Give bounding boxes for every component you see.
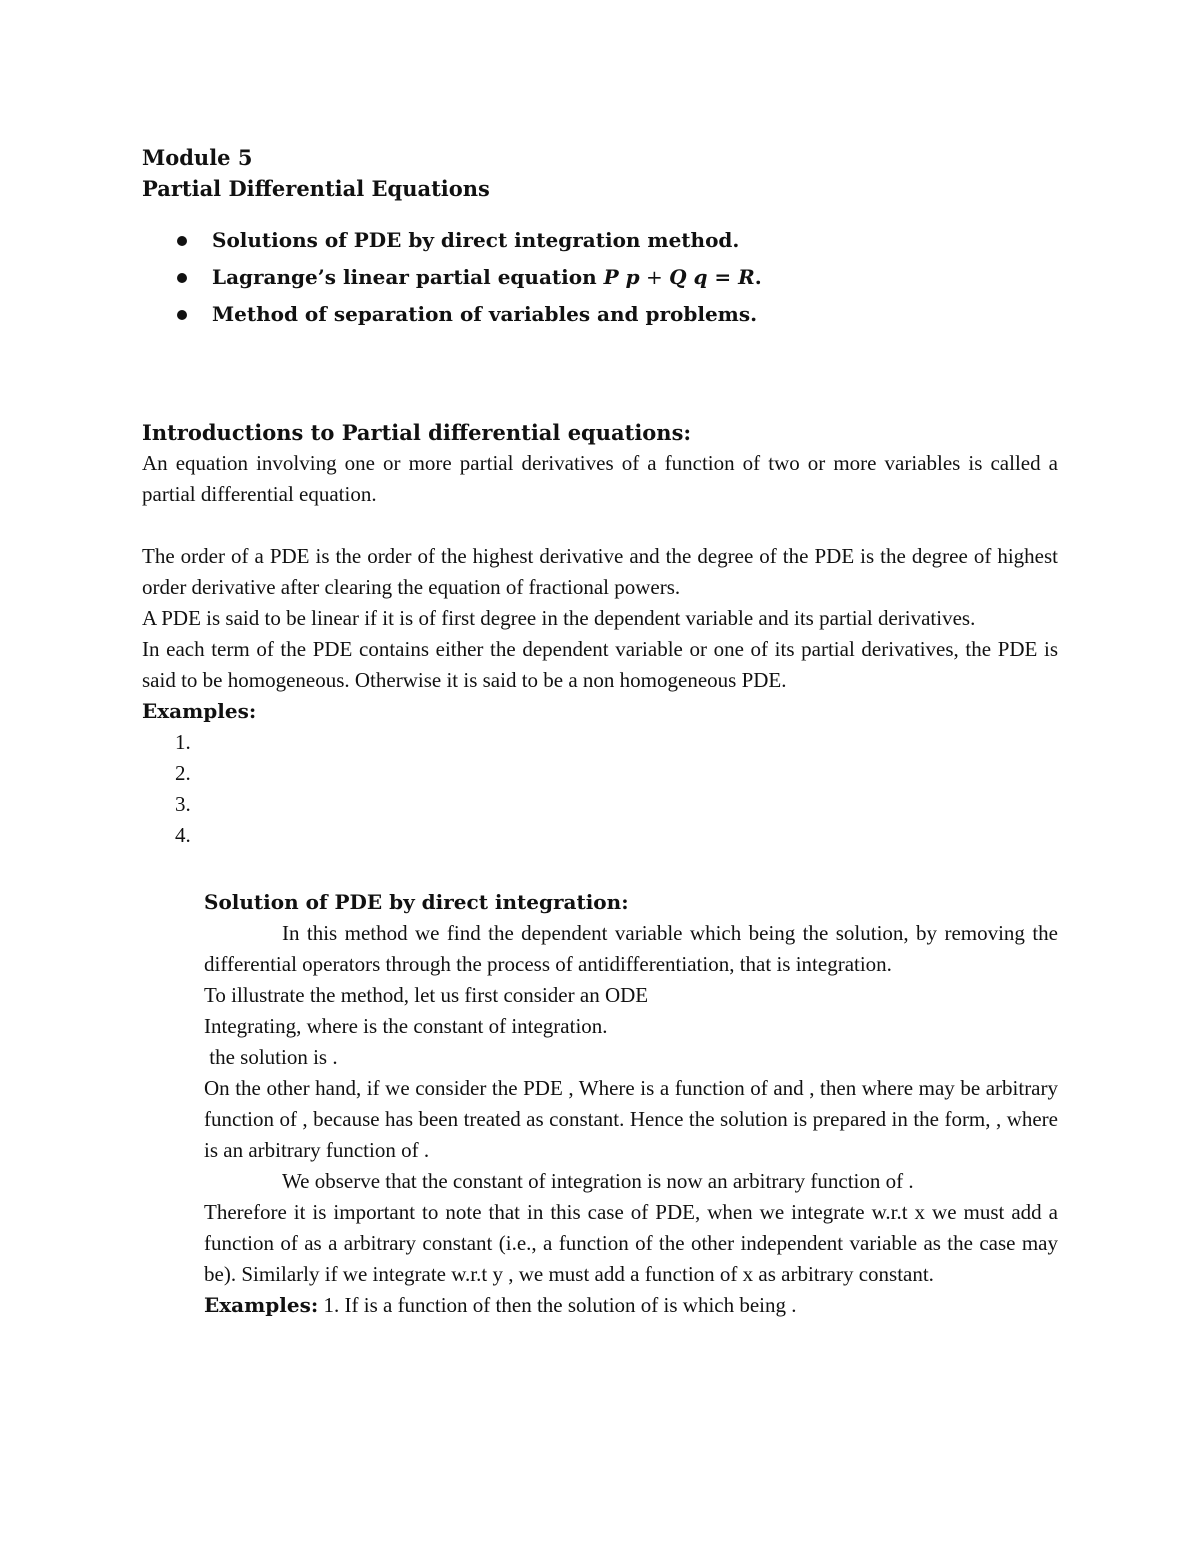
topic-item <box>142 259 1058 296</box>
method-paragraph: In this method we find the dependent variable which being the solution, by removing the differential operators through the process of antidifferentiation, that is integration. <box>204 921 1058 976</box>
examples-heading: Examples: <box>142 699 257 723</box>
symbol-plus: + <box>639 265 670 289</box>
symbol-Q: Q <box>669 265 687 289</box>
topic-text-start: Lagrange’s linear partial equation <box>212 265 604 289</box>
examples-list <box>142 727 1058 851</box>
topic-list <box>142 222 1058 333</box>
illustrate-paragraph: To illustrate the method, let us first consider an ODE <box>204 983 649 1007</box>
topic-item <box>142 222 1058 259</box>
module-title: Module 5 <box>142 145 253 170</box>
example-item: 3. <box>175 792 191 816</box>
order-degree-paragraph: The order of a PDE is the order of the highest derivative and the degree of the PDE is the degree of highest order derivative after clearing the equation of fractional powers. <box>142 544 1058 599</box>
intro-paragraph: An equation involving one or more partial derivatives of a function of two or more variables is called a partial differential equation. <box>142 451 1058 506</box>
example-item: 1. <box>175 730 191 754</box>
examples-text: 1. If is a function of then the solution of is which being . <box>318 1293 797 1317</box>
intro-heading: Introductions to Partial differential equations: <box>142 420 692 445</box>
topic-text: Solutions of PDE by direct integration method. <box>212 228 740 252</box>
topic-text: Method of separation of variables and problems. <box>212 302 758 326</box>
pde-paragraph: On the other hand, if we consider the PDE , Where is a function of and , then where may be arbitrary function of , because has been treated as constant. Hence the solution is prepared in the form, , where is an arbitrary function of . <box>204 1076 1058 1162</box>
bullet-icon <box>177 310 187 320</box>
solution-paragraph: the solution is . <box>204 1045 338 1069</box>
example-item: 2. <box>175 761 191 785</box>
linear-paragraph: A PDE is said to be linear if it is of first degree in the dependent variable and its partial derivatives. <box>142 606 976 630</box>
symbol-R: R <box>738 265 755 289</box>
example-item: 4. <box>175 823 191 847</box>
topic-item <box>142 296 1058 333</box>
homogeneous-paragraph: In each term of the PDE contains either the dependent variable or one of its partial derivatives, the PDE is said to be homogeneous. Otherwise it is said to be a non homogeneous PDE. <box>142 637 1058 692</box>
document-page <box>142 142 1058 1321</box>
spacer <box>142 510 1058 541</box>
symbol-equals: = <box>707 265 739 289</box>
examples-label: Examples: <box>204 1293 319 1317</box>
symbol-P: P <box>603 265 619 289</box>
symbol-p: p <box>625 265 640 289</box>
bullet-icon <box>177 236 187 246</box>
integrating-paragraph: Integrating, where is the constant of integration. <box>204 1014 608 1038</box>
note-paragraph: Therefore it is important to note that in this case of PDE, when we integrate w.r.t x we must add a function of as a arbitrary constant (i.e., a function of the other independent variable as the case may be). Similarly if we integrate w.r.t y , we must add a function of x as arbitrary constant. <box>204 1200 1058 1286</box>
topic-end: . <box>754 265 762 289</box>
module-subtitle: Partial Differential Equations <box>142 176 490 201</box>
observe-paragraph: We observe that the constant of integration is now an arbitrary function of . <box>282 1169 914 1193</box>
bullet-icon <box>177 273 187 283</box>
symbol-q: q <box>693 265 708 289</box>
direct-integration-section <box>204 887 1058 1321</box>
examples-paragraph <box>204 1290 1058 1321</box>
direct-integration-heading: Solution of PDE by direct integration: <box>204 890 629 914</box>
